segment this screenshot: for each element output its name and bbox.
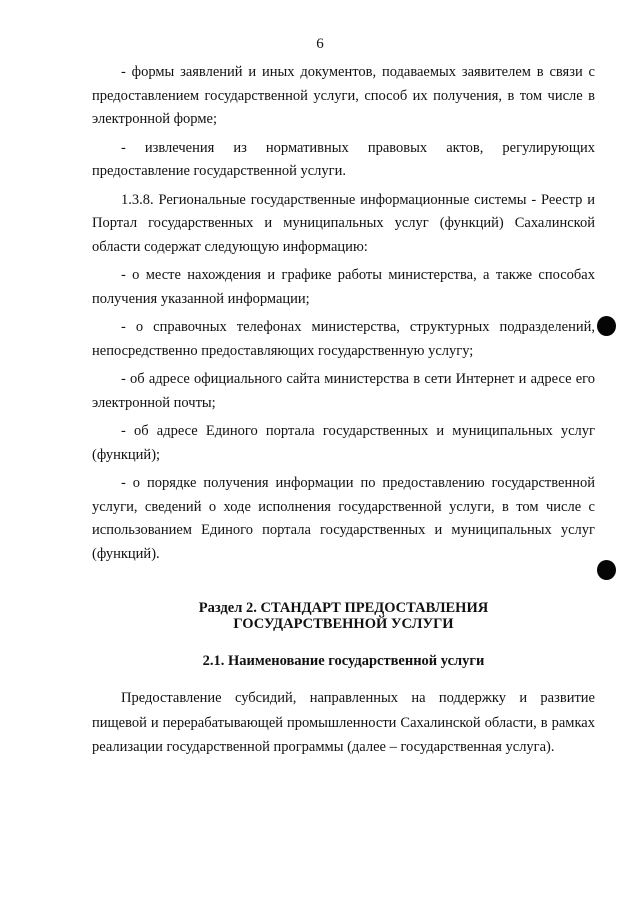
paragraph-1-3-8: 1.3.8. Региональные государственные информационные системы - Реестр и Портал государственных и муниципальных услуг (функций) Сахалинской области содержат следующую информацию: bbox=[92, 191, 595, 255]
hole-punch-mark bbox=[597, 560, 616, 580]
section-heading-line-2: ГОСУДАРСТВЕННОЙ УСЛУГИ bbox=[233, 616, 454, 632]
page-number: 6 bbox=[316, 36, 324, 52]
paragraph-extracts: - извлечения из нормативных правовых актов, регулирующих предоставление государственной услуги. bbox=[92, 139, 595, 179]
subsection-2-1-heading: 2.1. Наименование государственной услуги bbox=[202, 653, 485, 669]
paragraph-unified-portal: - об адресе Единого портала государственных и муниципальных услуг (функций); bbox=[92, 423, 595, 463]
section-2-heading bbox=[92, 600, 595, 632]
document-body-bottom bbox=[92, 686, 595, 765]
paragraph-website: - об адресе официального сайта министерства в сети Интернет и адресе его электронной почты; bbox=[92, 371, 595, 411]
paragraph-info-procedure: - о порядке получения информации по предоставлению государственной услуги, сведений о ходе исполнения государственной услуги, в том числе с использованием Единого портала государственных и муниципальных услуг (функций). bbox=[92, 475, 595, 562]
document-body-top bbox=[92, 61, 595, 571]
paragraph-location: - о месте нахождения и графике работы министерства, а также способах получения указанной информации; bbox=[92, 267, 595, 307]
paragraph-forms: - формы заявлений и иных документов, подаваемых заявителем в связи с предоставлением государственной услуги, способ их получения, в том числе в электронной форме; bbox=[92, 64, 595, 127]
section-heading-line-1: Раздел 2. СТАНДАРТ ПРЕДОСТАВЛЕНИЯ bbox=[198, 600, 489, 616]
paragraph-service-name: Предоставление субсидий, направленных на поддержку и развитие пищевой и перерабатывающей промышленности Сахалинской области, в рамках реализации государственной программы (далее – государственная услуга). bbox=[92, 690, 595, 755]
paragraph-phones: - о справочных телефонах министерства, структурных подразделений, непосредственно предоставляющих государственную услугу; bbox=[92, 319, 595, 359]
hole-punch-mark bbox=[597, 316, 616, 336]
